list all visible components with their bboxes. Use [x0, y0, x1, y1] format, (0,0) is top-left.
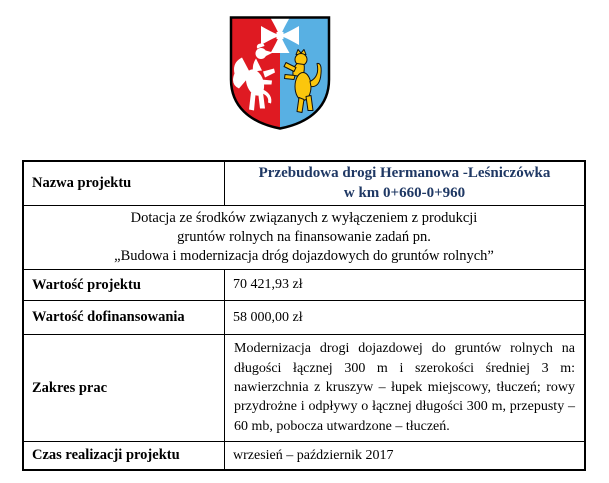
podkarpackie-crest-icon	[227, 13, 333, 134]
table-row-czas-realizacji	[23, 441, 585, 470]
table-row-zakres-prac	[23, 335, 585, 442]
dotacja-line3: „Budowa i modernizacja dróg dojazdowych do gruntów rolnych”	[114, 248, 494, 265]
table-row-wartosc-projektu	[23, 270, 585, 301]
wartosc-projektu-value: 70 421,93 zł	[225, 270, 586, 301]
row-label-wartosc-dofinansowania: Wartość dofinansowania	[23, 301, 225, 335]
dotacja-line2: gruntów rolnych na finansowanie zadań pn.	[177, 229, 431, 246]
project-info-table	[22, 160, 586, 471]
dotacja-line1: Dotacja ze środków związanych z wyłączeniem z produkcji	[130, 210, 478, 226]
coat-of-arms	[227, 13, 333, 134]
zakres-prac-value: Modernizacja drogi dojazdowej do gruntów rolnych na długości łącznej 300 m i szerokości średniej 3 m: nawierzchnia z kruszyw – łupek miejscowy, tłuczeń; rowy przydrożne i odpływy o łącznej długości 300 m, przepusty – 60 mb, pobocza utwardzone – tłuczeń.	[225, 335, 586, 442]
row-label-wartosc-projektu: Wartość projektu	[23, 270, 225, 301]
czas-realizacji-value: wrzesień – październik 2017	[225, 441, 586, 470]
project-title-cell	[225, 161, 586, 206]
project-title-line1: Przebudowa drogi Hermanowa -Leśniczówka	[258, 165, 551, 181]
wartosc-dofinansowania-value: 58 000,00 zł	[225, 301, 586, 335]
row-label-nazwa-projektu: Nazwa projektu	[23, 161, 225, 206]
table-row-wartosc-dofinansowania	[23, 301, 585, 335]
project-title-line2: w km 0+660-0+960	[343, 184, 466, 201]
dotacja-cell	[23, 206, 585, 270]
table-row-nazwa-projektu	[23, 161, 585, 206]
row-label-zakres-prac: Zakres prac	[23, 335, 225, 442]
row-label-czas-realizacji: Czas realizacji projektu	[23, 441, 225, 470]
table-row-dotacja	[23, 206, 585, 270]
